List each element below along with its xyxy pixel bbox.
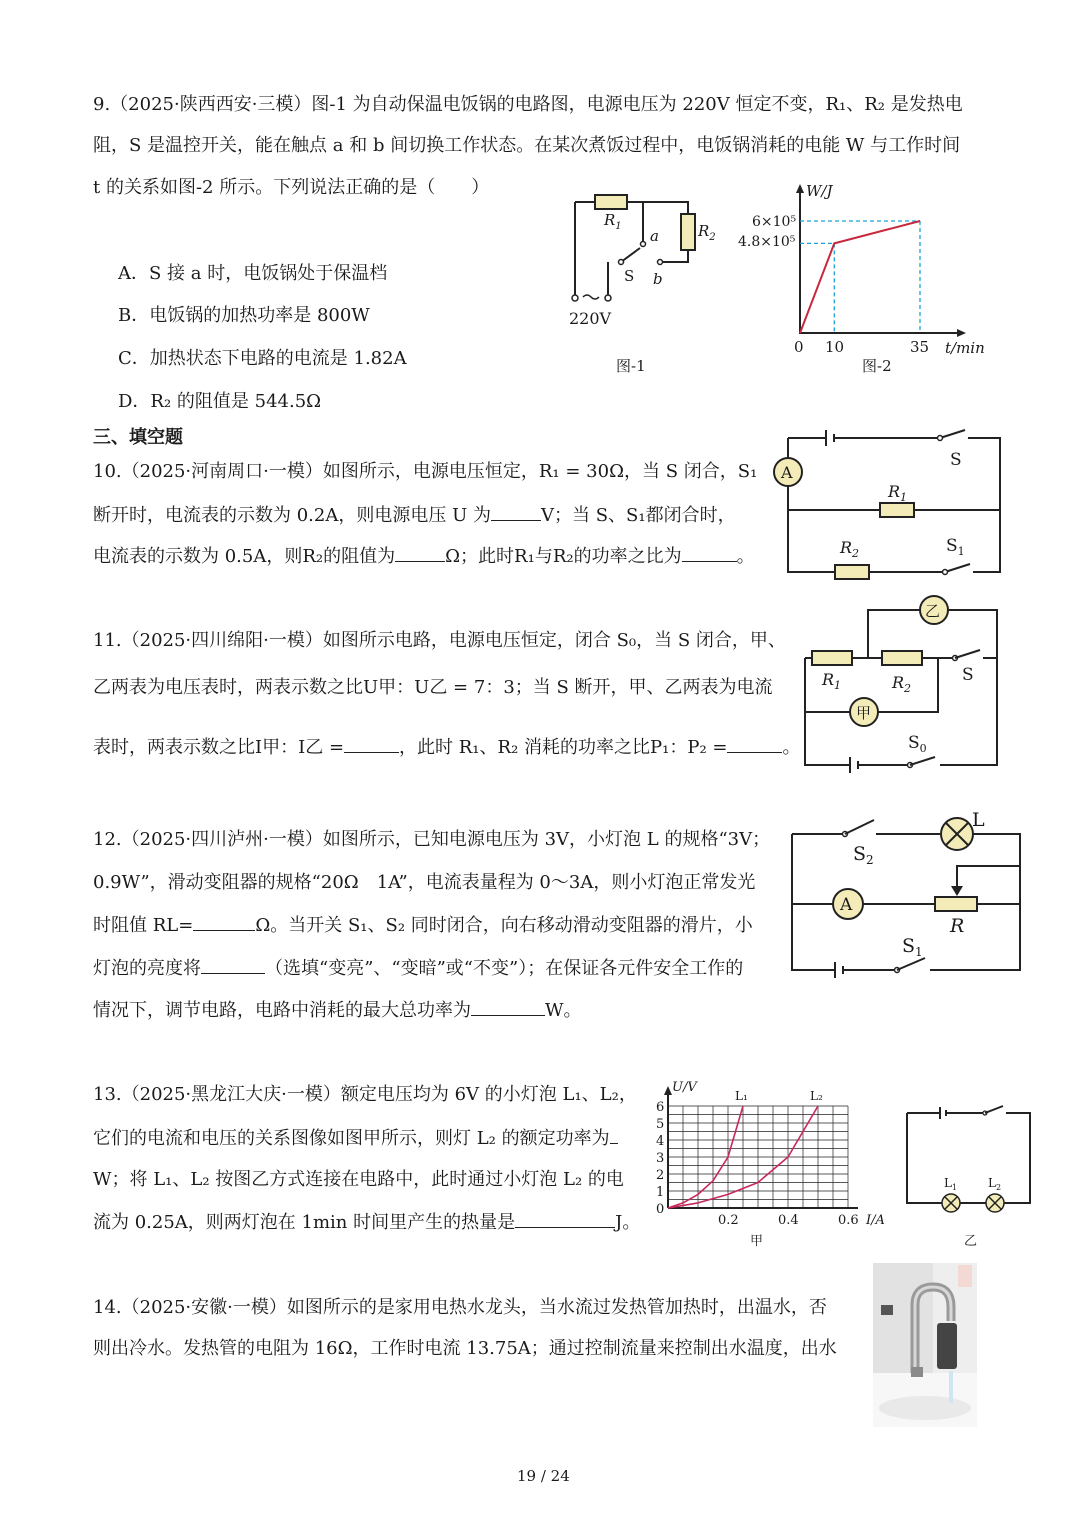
q12-line5-b: W。 (545, 1000, 582, 1021)
svg-text:L: L (972, 809, 985, 831)
svg-text:L2: $L_2$ (988, 1176, 1002, 1192)
q12-line4 (93, 957, 743, 980)
q13-line4-a: 流为 0.25A，则两灯泡在 1min 时间里产生的热量是 (93, 1212, 516, 1233)
y-tick-label: 3 (656, 1151, 665, 1166)
faucet-photo (873, 1263, 977, 1427)
q12-answer-blank-power[interactable] (471, 999, 545, 1016)
q13-graph-jia (650, 1075, 890, 1250)
q13-answer-blank-power[interactable] (610, 1127, 618, 1144)
q10-line3 (93, 545, 755, 568)
q9-line1: 9.（2025·陕西西安·三模）图-1 为自动保温电饭锅的电路图，电源电压为 220V 恒定不变，R₁、R₂ 是发热电 (93, 94, 963, 115)
svg-text:A: A (781, 463, 793, 482)
q12-line3-a: 时阻值 RL= (93, 915, 194, 936)
svg-text:S2: $S_2$ (853, 843, 874, 867)
q12-line3-b: Ω。当开关 S₁、S₂ 同时闭合，向右移动滑动变阻器的滑片，小 (255, 915, 753, 936)
q9-fig2-chart (738, 180, 995, 380)
svg-text:10: 10 (825, 338, 845, 356)
q10-line3-a: 电流表的示数为 0.5A，则R₂的阻值为 (93, 546, 396, 567)
q11-answer-blank-power[interactable] (727, 736, 782, 753)
svg-text:图-2: 图-2 (862, 357, 892, 375)
q11-line1: 11.（2025·四川绵阳·一模）如图所示电路，电源电压恒定，闭合 S₀，当 S 闭合，甲、 (93, 630, 786, 651)
x-axis-label: I/A (866, 1213, 885, 1228)
svg-text:W/J: W/J (806, 182, 833, 200)
q11-line2: 乙两表为电压表时，两表示数之比U甲：U乙 = 7：3；当 S 断开，甲、乙两表为电流 (93, 677, 773, 698)
svg-text:S1: $S_1$ (902, 935, 923, 959)
q13-line4 (93, 1211, 640, 1234)
y-tick-label: 6 (656, 1100, 665, 1115)
svg-text:R2: $R_2$ (840, 538, 860, 560)
q9-option-d: D．R₂ 的阻值是 544.5Ω (118, 391, 322, 412)
q13-answer-blank-heat[interactable] (515, 1211, 615, 1228)
series-label-l1: L₁ (735, 1089, 748, 1103)
y-tick-label: 0 (656, 1202, 665, 1217)
x-tick-label: 0.6 (838, 1213, 859, 1228)
q13-line3: W；将 L₁、L₂ 按图乙方式连接在电路中，此时通过小灯泡 L₂ 的电 (93, 1169, 624, 1190)
svg-text:R: R (950, 915, 965, 937)
page-number: 19 / 24 (517, 1467, 570, 1485)
q12-line5 (93, 999, 582, 1022)
q9-line3: t 的关系如图-2 所示。下列说法正确的是（ ） (93, 177, 490, 198)
q9-option-c: C．加热状态下电路的电流是 1.82A (118, 348, 407, 369)
rheostat-r (935, 897, 977, 911)
q14-line2: 则出冷水。发热管的电阻为 16Ω，工作时电流 13.75A；通过控制流量来控制出水温度，出水 (93, 1338, 837, 1359)
svg-text:35: 35 (910, 338, 930, 356)
q12-line4-b: （选填“变亮”、“变暗”或“不变”）；在保证各元件安全工作的 (265, 958, 744, 979)
resistor-r2 (835, 565, 869, 579)
svg-text:6×10⁵: 6×10⁵ (752, 214, 797, 230)
series-w-line (800, 221, 920, 333)
y-tick-label: 2 (656, 1168, 665, 1183)
q11-line3-c: 。 (782, 737, 801, 758)
svg-text:t/min: t/min (945, 339, 985, 357)
q12-answer-blank-rl[interactable] (193, 914, 255, 931)
q13-line2-text: 它们的电流和电压的关系图像如图甲所示，则灯 L₂ 的额定功率为 (93, 1128, 610, 1149)
svg-text:乙: 乙 (964, 1234, 978, 1249)
q13-circuit-yi (900, 1100, 1030, 1249)
resistor-r1 (595, 195, 627, 209)
q14-line1: 14.（2025·安徽·一模）如图所示的是家用电热水龙头，当水流过发热管加热时，出温水，否 (93, 1297, 827, 1318)
q12-line2: 0.9W”，滑动变阻器的规格“20Ω 1A”，电流表量程为 0～3A，则小灯泡正常发光 (93, 872, 756, 893)
q9-option-b: B．电饭锅的加热功率是 800W (118, 305, 370, 326)
q13-line4-b: J。 (615, 1212, 641, 1233)
x-tick-label: 0.4 (778, 1213, 799, 1228)
svg-text:a: a (650, 227, 659, 245)
resistor-r1 (880, 503, 914, 517)
svg-text:220V: 220V (569, 309, 612, 328)
resistor-r2 (882, 651, 922, 665)
svg-text:R1: $R_1$ (888, 482, 908, 504)
y-axis-label: U/V (672, 1080, 697, 1095)
y-tick-label: 5 (656, 1117, 665, 1132)
q12-line5-a: 情况下，调节电路，电路中消耗的最大总功率为 (93, 1000, 471, 1021)
svg-text:b: b (653, 270, 663, 288)
caption-jia: 甲 (750, 1234, 764, 1249)
svg-text:R2: $R_2$ (698, 222, 716, 243)
q11-circuit (795, 590, 1015, 780)
q12-answer-blank-brightness[interactable] (201, 957, 265, 974)
svg-text:S: S (950, 450, 962, 470)
y-tick-label: 4 (656, 1134, 665, 1149)
svg-text:S: S (962, 665, 974, 685)
q13-line2 (93, 1127, 618, 1150)
svg-text:乙: 乙 (925, 602, 941, 620)
y-tick-label: 1 (656, 1185, 665, 1200)
q11-line3-b: ，此时 R₁、R₂ 消耗的功率之比P₁：P₂ = (399, 737, 728, 758)
svg-text:图-1: 图-1 (616, 357, 646, 375)
q10-line2-b: V；当 S、S₁都闭合时， (540, 505, 736, 526)
resistor-r2 (681, 214, 695, 250)
q10-line1: 10.（2025·河南周口·一模）如图所示，电源电压恒定，R₁ = 30Ω，当 S 闭合，S₁ (93, 461, 758, 482)
q12-line1: 12.（2025·四川泸州·一模）如图所示，已知电源电压为 3V，小灯泡 L 的规格“3V； (93, 829, 771, 850)
q10-circuit (770, 430, 1010, 580)
q13-line1: 13.（2025·黑龙江大庆·一模）额定电压均为 6V 的小灯泡 L₁、L₂， (93, 1084, 637, 1105)
q10-answer-blank-r2[interactable] (395, 545, 445, 562)
svg-text:4.8×10⁵: 4.8×10⁵ (738, 234, 796, 250)
x-tick-label: 0.2 (718, 1213, 739, 1228)
q9-fig1-circuit (565, 195, 716, 385)
section-title: 三、填空题 (93, 427, 183, 448)
q9-option-a: A．S 接 a 时，电饭锅处于保温档 (118, 263, 388, 284)
q11-answer-blank-current[interactable] (344, 736, 399, 753)
svg-text:R2: $R_2$ (892, 673, 912, 695)
q10-answer-blank-u[interactable] (491, 504, 541, 521)
q12-circuit (785, 805, 1025, 980)
svg-text:R1: $R_1$ (604, 211, 622, 232)
svg-text:S1: $S_1$ (946, 536, 965, 558)
resistor-r1 (812, 651, 852, 665)
q11-line3 (93, 736, 800, 759)
svg-text:L1: $L_1$ (944, 1176, 958, 1192)
svg-text:R1: $R_1$ (822, 670, 842, 692)
q10-answer-blank-ratio[interactable] (682, 545, 737, 562)
q10-line3-c: 。 (736, 546, 755, 567)
q10-line3-b: Ω；此时R₁与R₂的功率之比为 (445, 546, 682, 567)
q9-line2: 阻，S 是温控开关，能在触点 a 和 b 间切换工作状态。在某次煮饭过程中，电饭锅消耗的电能 W 与工作时间 (93, 135, 961, 156)
q12-line3 (93, 914, 753, 937)
series-label-l2: L₂ (810, 1089, 823, 1103)
q12-line4-a: 灯泡的亮度将 (93, 958, 201, 979)
svg-text:0: 0 (794, 338, 804, 356)
q10-line2-a: 断开时，电流表的示数为 0.2A，则电源电压 U 为 (93, 505, 491, 526)
svg-text:甲: 甲 (856, 704, 872, 722)
q11-line3-a: 表时，两表示数之比I甲：I乙 = (93, 737, 345, 758)
svg-text:S: S (624, 267, 635, 285)
svg-text:A: A (840, 895, 853, 915)
q10-line2 (93, 504, 736, 527)
svg-text:S0: $S_0$ (908, 733, 927, 755)
